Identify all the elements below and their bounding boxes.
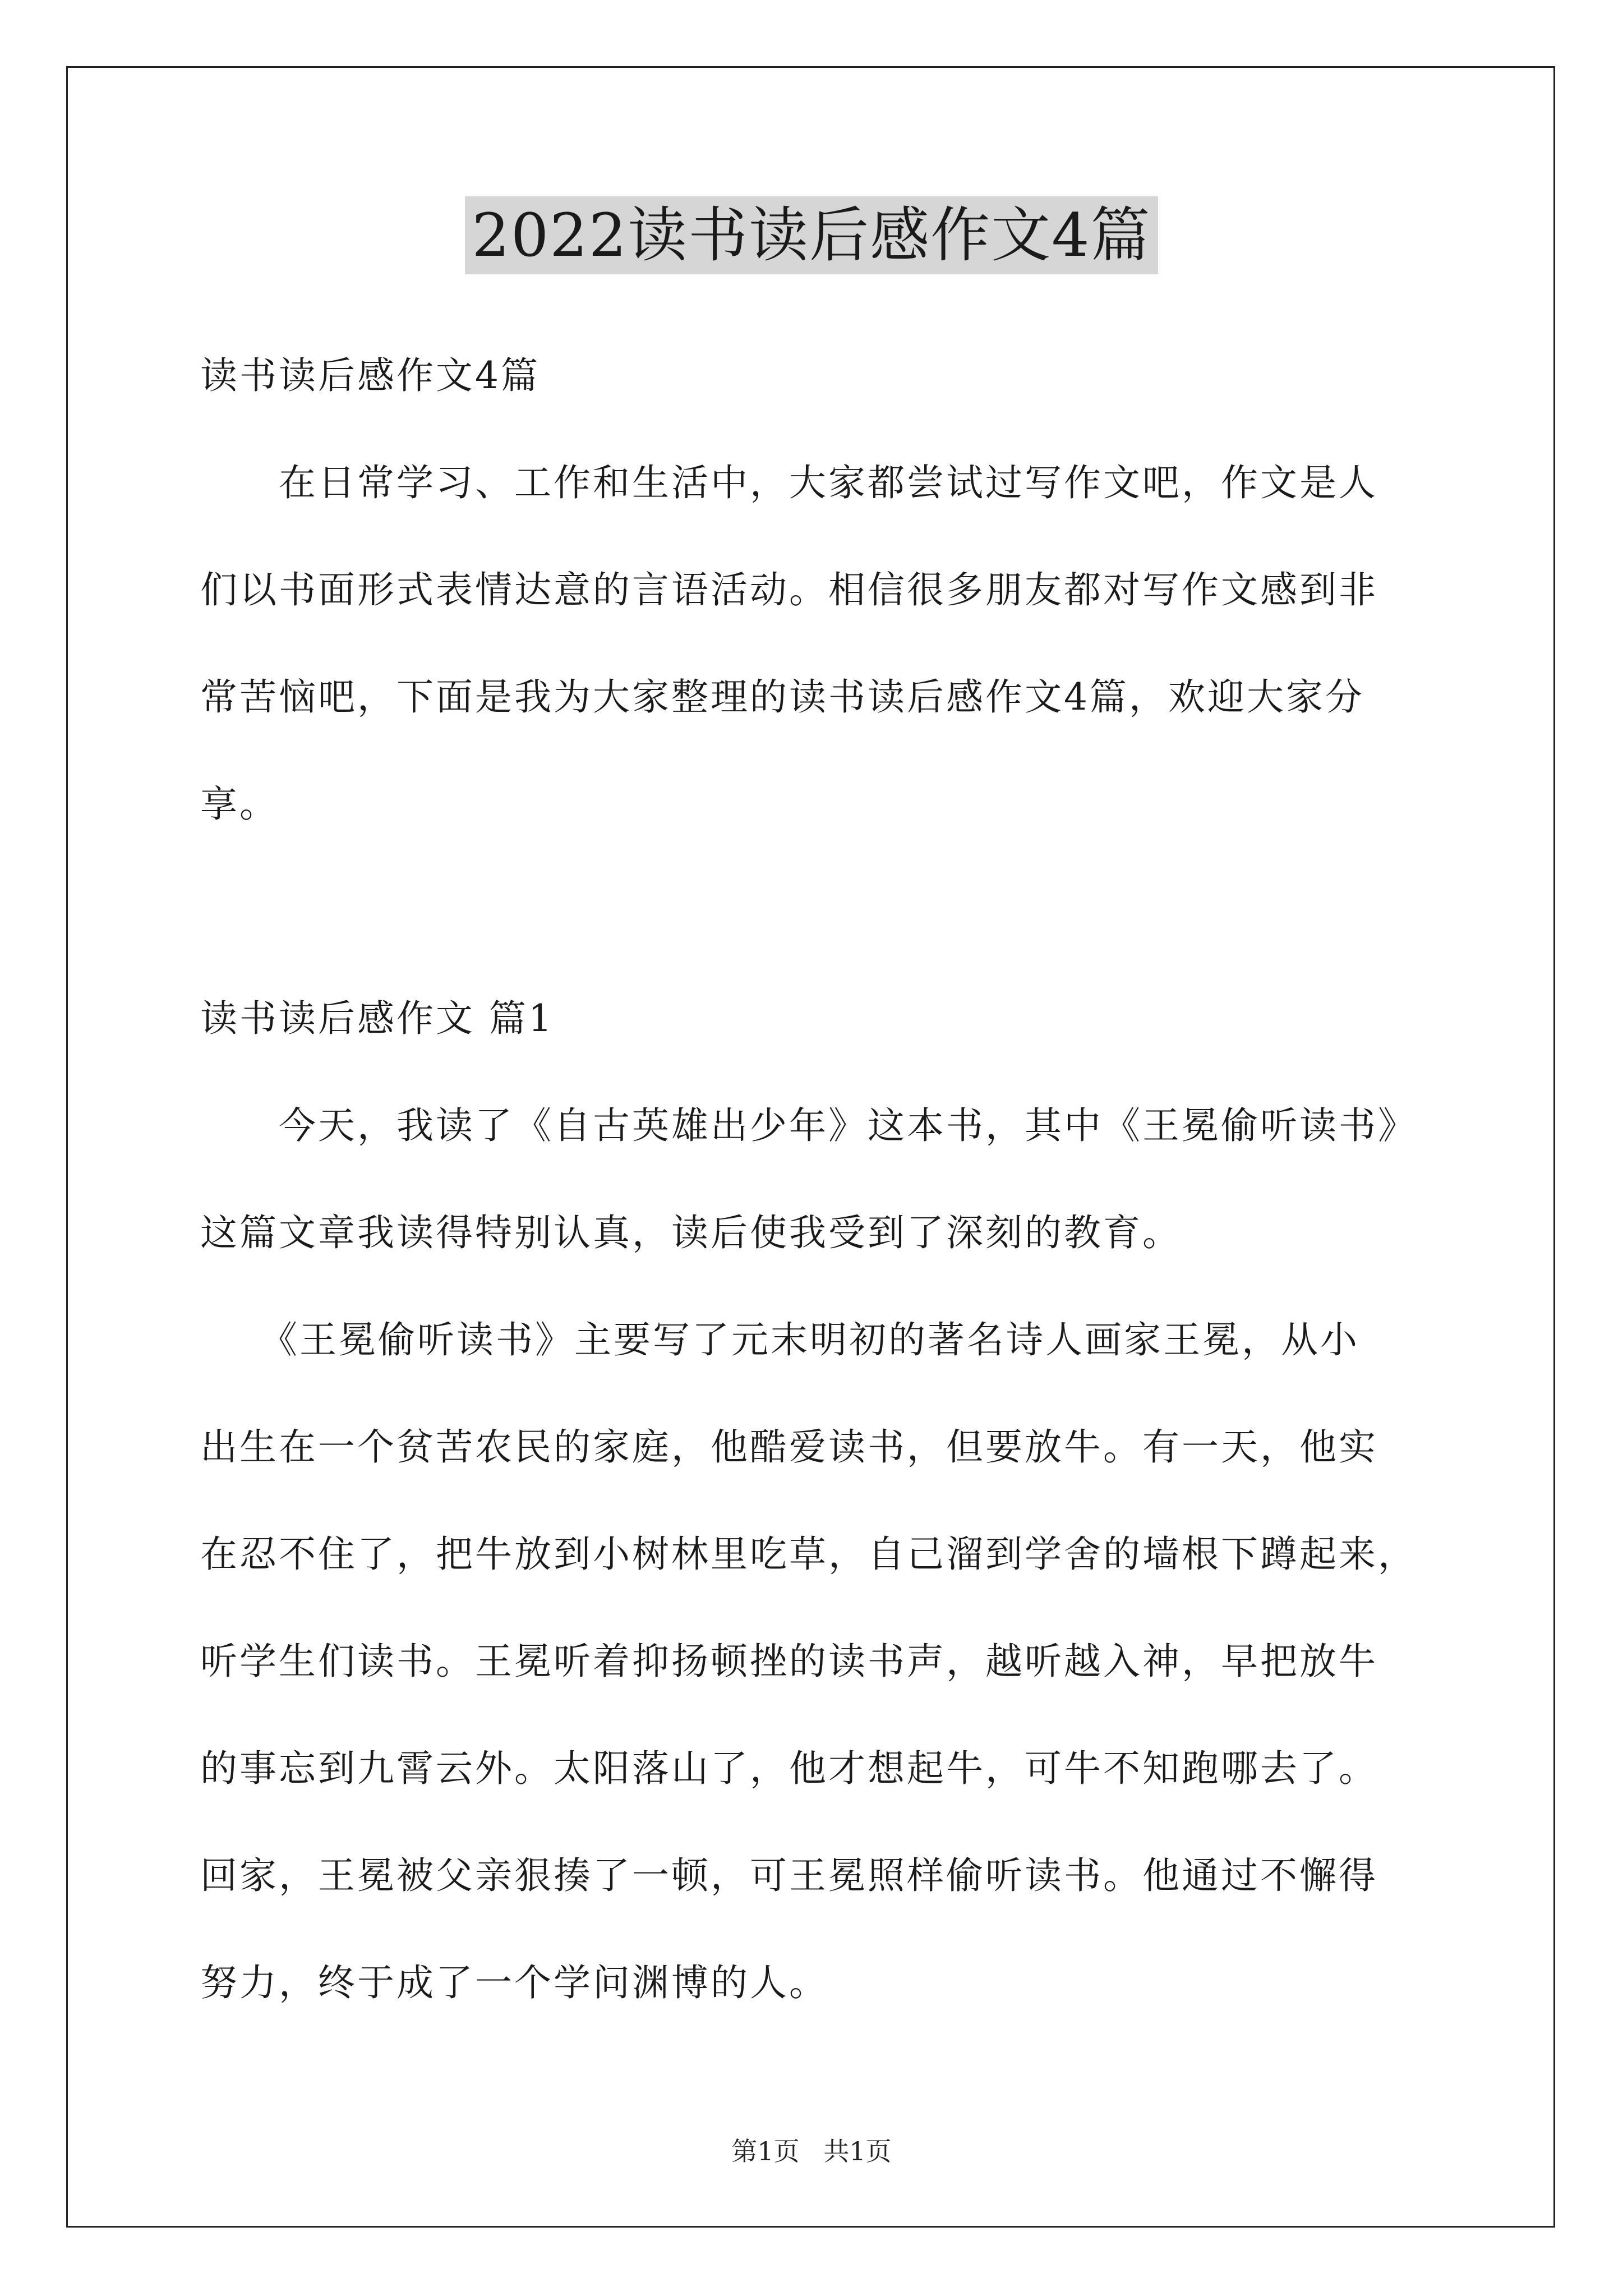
body-line: 《王冕偷听读书》主要写了元末明初的著名诗人画家王冕，从小: [200, 1318, 1359, 1361]
page-total: 共1页: [823, 2136, 892, 2166]
body-line: 在忍不住了，把牛放到小树林里吃草，自己溜到学舍的墙根下蹲起来，: [200, 1533, 1417, 1576]
body-line: 今天，我读了《自古英雄出少年》这本书，其中《王冕偷听读书》: [200, 1104, 1417, 1147]
intro-line: 享。: [200, 783, 279, 826]
document-title: [0, 194, 1623, 278]
page-number: 第1页: [731, 2136, 800, 2166]
body-line: 的事忘到九霄云外。太阳落山了，他才想起牛，可牛不知跑哪去了。: [200, 1747, 1378, 1790]
intro-line: 在日常学习、工作和生活中，大家都尝试过写作文吧，作文是人: [200, 461, 1378, 504]
section-heading: 读书读后感作文 篇1: [200, 997, 554, 1040]
intro-line: 常苦恼吧，下面是我为大家整理的读书读后感作文4篇，欢迎大家分: [200, 675, 1364, 719]
body-line: 努力，终于成了一个学问渊博的人。: [200, 1961, 828, 2004]
subtitle: 读书读后感作文4篇: [200, 354, 540, 397]
body-line: 回家，王冕被父亲狠揍了一顿，可王冕照样偷听读书。他通过不懈得: [200, 1854, 1378, 1897]
document-title-text: 2022读书读后感作文4篇: [465, 196, 1158, 274]
intro-line: 们以书面形式表情达意的言语活动。相信很多朋友都对写作文感到非: [200, 568, 1378, 611]
body-line: 这篇文章我读得特别认真，读后使我受到了深刻的教育。: [200, 1211, 1182, 1254]
page-footer: [0, 2134, 1623, 2168]
body-line: 听学生们读书。王冕听着抑扬顿挫的读书声，越听越入神，早把放牛: [200, 1640, 1378, 1683]
body-line: 出生在一个贫苦农民的家庭，他酷爱读书，但要放牛。有一天，他实: [200, 1425, 1378, 1469]
